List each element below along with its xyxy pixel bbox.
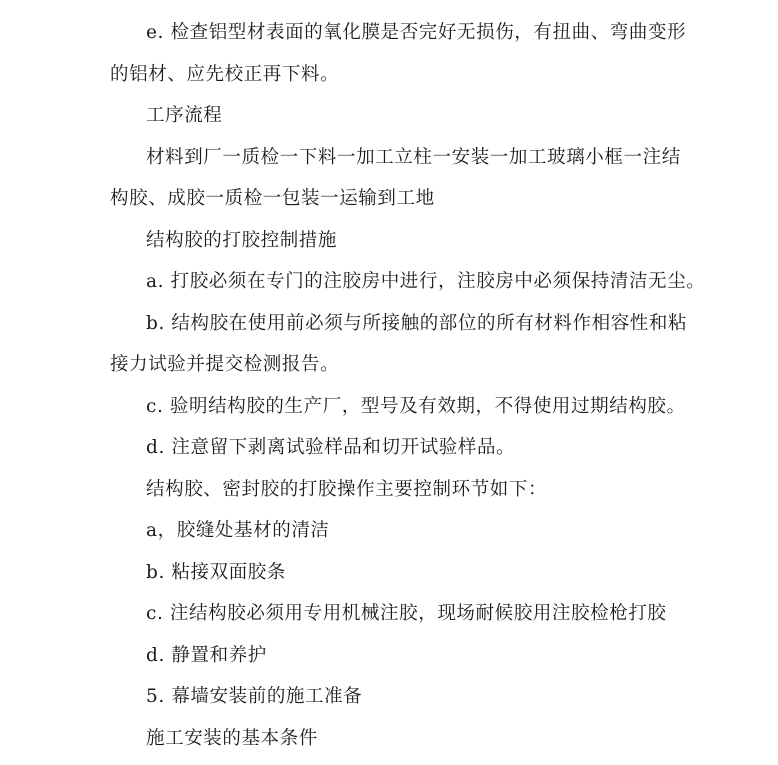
- paragraph-line: e. 检查铝型材表面的氧化膜是否完好无损伤，有扭曲、弯曲变形: [146, 22, 687, 43]
- paragraph-line: 接力试验并提交检测报告。: [110, 354, 340, 375]
- paragraph-line: 材料到厂一质检一下料一加工立柱一安装一加工玻璃小框一注结: [146, 146, 681, 168]
- list-item: c. 注结构胶必须用专用机械注胶，现场耐候胶用注胶检枪打胶: [146, 603, 667, 624]
- list-item: a，胶缝处基材的清洁: [146, 520, 330, 541]
- list-item: b. 粘接双面胶条: [146, 561, 287, 583]
- list-item: c. 验明结构胶的生产厂，型号及有效期，不得使用过期结构胶。: [146, 395, 686, 417]
- paragraph-line: 的铝材、应先校正再下料。: [110, 63, 340, 85]
- section-heading: 工序流程: [146, 105, 223, 126]
- document-body: [0, 12, 778, 759]
- section-heading: 结构胶、密封胶的打胶操作主要控制环节如下：: [146, 478, 548, 500]
- list-item: b. 结构胶在使用前必须与所接触的部位的所有材料作相容性和粘: [146, 312, 688, 334]
- list-item: d. 注意留下剥离试验样品和切开试验样品。: [146, 437, 516, 458]
- section-heading: 结构胶的打胶控制措施: [146, 229, 338, 251]
- section-heading: 施工安装的基本条件: [146, 727, 318, 749]
- paragraph-line: 构胶、成胶一质检一包装一运输到工地: [110, 188, 435, 209]
- list-item: d. 静置和养护: [146, 644, 267, 666]
- list-item: a. 打胶必须在专门的注胶房中进行，注胶房中必须保持清洁无尘。: [146, 271, 706, 292]
- section-heading: 5. 幕墙安装前的施工准备: [146, 686, 363, 707]
